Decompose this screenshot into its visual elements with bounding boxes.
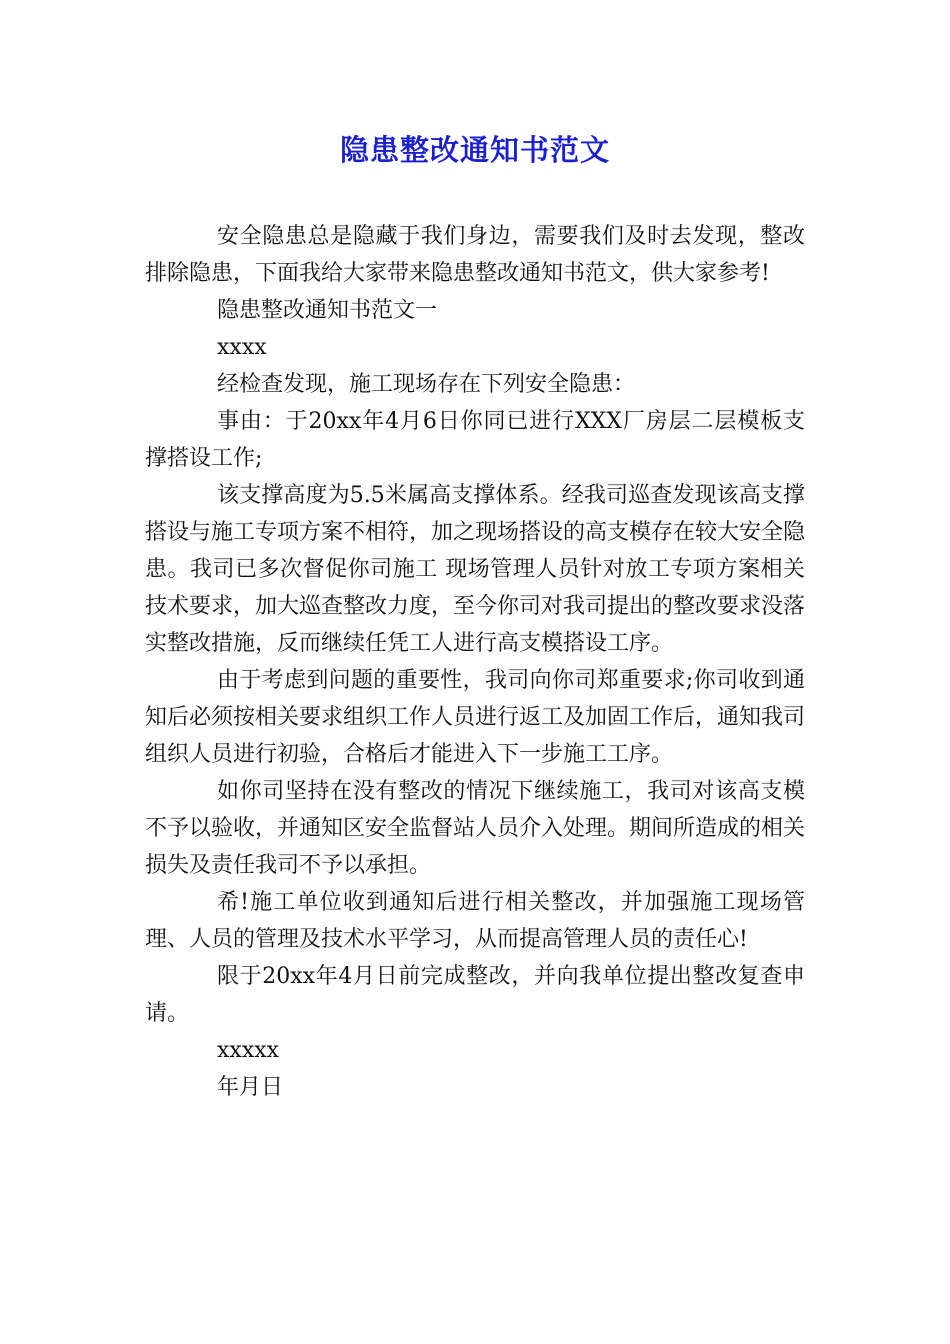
paragraph-date: 年月日 [217,1075,284,1100]
paragraph-inspection-found: 经检查发现，施工现场存在下列安全隐患： [217,372,636,397]
document-body [145,218,805,1106]
paragraph-expectation: 希!施工单位收到通知后进行相关整改，并加强施工现场管理、人员的管理及技术水平学习，从而提高管理人员的责任心! [145,890,805,952]
paragraph-signature: xxxxx [217,1038,280,1063]
paragraph-consequences: 如你司坚持在没有整改的情况下继续施工，我司对该高支模不予以验收，并通知区安全监督站人员介入处理。期间所造成的相关损失及责任我司不予以承担。 [145,779,806,878]
paragraph-support-details: 该支撑高度为5.5米属高支撑体系。经我司巡查发现该高支撑搭设与施工专项方案不相符，加之现场搭设的高支模存在较大安全隐患。我司已多次督促你司施工 现场管理人员针对放工专项方案相关技术要求，加大巡查整改力度，至今你司对我司提出的整改要求没落实整改措施，反而继续任凭工人进行高支模搭设工序。 [145,483,806,656]
paragraph-reason: 事由：于20xx年4月6日你同已进行XXX厂房层二层模板支撑搭设工作; [145,409,805,471]
paragraph-section-heading: 隐患整改通知书范文一 [217,298,438,323]
document-title: 隐患整改通知书范文 [339,133,610,167]
paragraph-intro: 安全隐患总是隐藏于我们身边，需要我们及时去发现，整改排除隐患，下面我给大家带来隐患整改通知书范文，供大家参考! [145,224,805,286]
paragraph-requirements: 由于考虑到问题的重要性，我司向你司郑重要求;你司收到通知后必须按相关要求组织工作人员进行返工及加固工作后，通知我司组织人员进行初验，合格后才能进入下一步施工工序。 [145,668,806,767]
paragraph-deadline: 限于20xx年4月日前完成整改，并向我单位提出整改复查申请。 [145,964,805,1026]
paragraph-recipient: xxxx [217,335,267,360]
